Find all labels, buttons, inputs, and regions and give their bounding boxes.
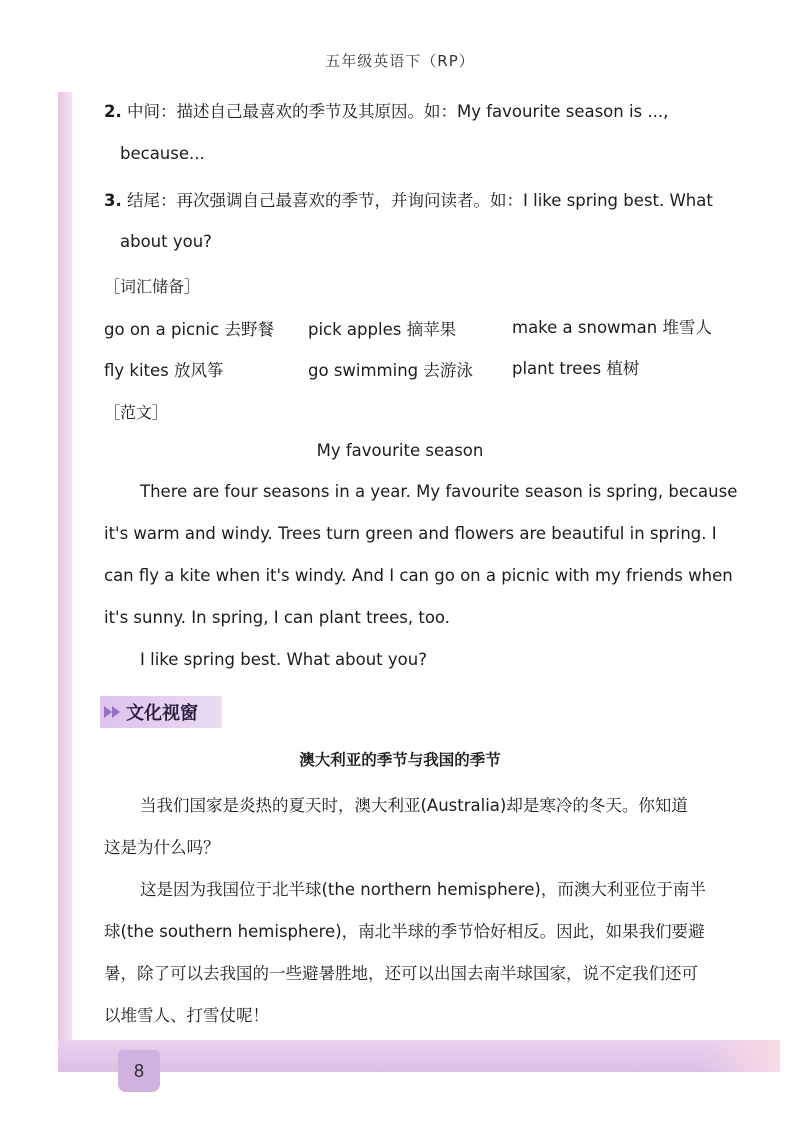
vocab-section-label: ［词汇储备］ [104, 277, 201, 296]
page-number-tab [118, 1050, 160, 1092]
tip-middle-number: 2. [104, 102, 122, 121]
vocab-item: pick apples 摘苹果 [308, 320, 457, 339]
vocab-item: make a snowman 堆雪人 [512, 318, 712, 337]
page-number: 8 [133, 1060, 144, 1081]
tip-ending-line1 [104, 187, 713, 211]
vocab-item: plant trees 植树 [512, 359, 640, 378]
culture-tag-label: 文化视窗 [126, 703, 198, 724]
culture-line: 以堆雪人、打雪仗呢！ [104, 1006, 269, 1025]
culture-line: 当我们国家是炎热的夏天时，澳大利亚(Australia)却是寒冷的冬天。你知道 [140, 796, 688, 815]
vocab-item: go swimming 去游泳 [308, 361, 473, 380]
page-header: 五年级英语下（RP） [325, 52, 475, 70]
culture-section-tag [100, 696, 222, 728]
culture-line: 这是因为我国位于北半球(the northern hemisphere)，而澳大利亚位于南半 [140, 880, 706, 899]
tip-middle-text: 中间：描述自己最喜欢的季节及其原因。如：My favourite season is ..., [127, 102, 669, 121]
sample-line: it's sunny. In spring, I can plant trees, too. [104, 608, 450, 627]
culture-line: 球(the southern hemisphere)，南北半球的季节恰好相反。因此，如果我们要避 [104, 922, 705, 941]
culture-line: 暑，除了可以去我国的一些避暑胜地，还可以出国去南半球国家，说不定我们还可 [104, 964, 698, 983]
page-bottom-edge [58, 1040, 780, 1072]
sample-line: it's warm and windy. Trees turn green and flowers are beautiful in spring. I [104, 524, 717, 543]
sample-title: My favourite season [316, 441, 484, 460]
sample-section-label: ［范文］ [104, 403, 169, 422]
tip-middle-line2: because... [120, 144, 205, 163]
double-arrow-icon [100, 696, 126, 728]
sample-line: can fly a kite when it's windy. And I can go on a picnic with my friends when [104, 566, 733, 585]
tip-ending-line2: about you? [120, 232, 212, 251]
vocab-item: go on a picnic 去野餐 [104, 320, 274, 339]
vocab-item: fly kites 放风筝 [104, 361, 224, 380]
tip-ending-text: 结尾：再次强调自己最喜欢的季节，并询问读者。如：I like spring best. What [127, 191, 713, 210]
culture-line: 这是为什么吗？ [104, 838, 220, 857]
culture-title: 澳大利亚的季节与我国的季节 [299, 751, 501, 769]
sample-line: There are four seasons in a year. My favourite season is spring, because [140, 482, 738, 501]
page-left-edge [58, 92, 72, 1052]
tip-ending-number: 3. [104, 191, 122, 210]
sample-line: I like spring best. What about you? [140, 650, 427, 669]
tip-middle-line1 [104, 98, 668, 122]
